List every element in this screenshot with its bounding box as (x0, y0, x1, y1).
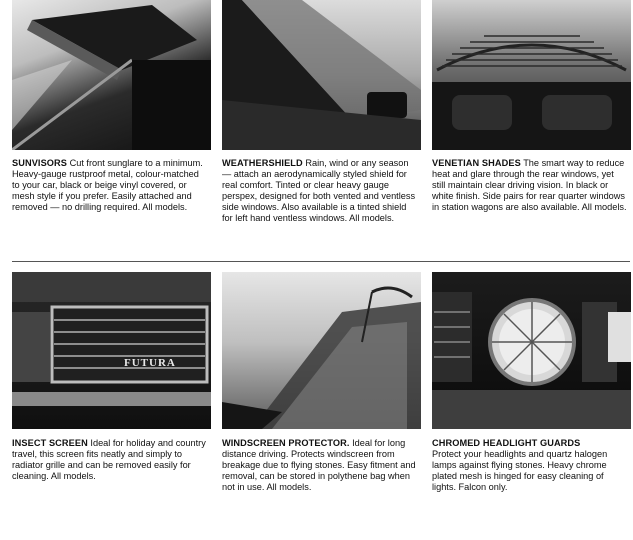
insect-screen-caption (12, 438, 208, 482)
headlight-guards-title: CHROMED HEADLIGHT GUARDS (432, 438, 581, 448)
sunvisors-body: Cut front sunglare to a minimum. Heavy-gauge rustproof metal, colour-matched to your car, black or beige vinyl covered, or mesh style if you prefer. Easily attached and removed — no drilling required. All models. (12, 158, 203, 212)
headlight-guard-photo (432, 272, 631, 429)
sunvisor-illustration (12, 0, 211, 150)
weathershield-caption (222, 158, 418, 224)
insect-screen-body: Ideal for holiday and country travel, this screen fits neatly and simply to radiator grille and can be removed easily for cleaning. All models. (12, 438, 206, 481)
venetian-shades-photo (432, 0, 631, 150)
windscreen-protector-illustration (222, 272, 421, 429)
headlight-guards-caption (432, 438, 628, 493)
sunvisor-photo (12, 0, 211, 150)
venetian-shades-body: The smart way to reduce heat and glare through the rear windows, yet still maintain clear driving vision. In black or white finish. Side pairs for rear quarter windows in station wagons are also available. All models. (432, 158, 627, 212)
venetian-shades-caption (432, 158, 628, 213)
headlight-guard-illustration (432, 272, 631, 429)
insect-screen-photo (12, 272, 211, 429)
weathershield-body: Rain, wind or any season — attach an aerodynamically styled shield for real comfort. Tinted or clear heavy gauge perspex, designed for both vented and ventless side windows. Also available is a tinted shield for left hand ventless windows. All models. (222, 158, 416, 223)
windscreen-protector-photo (222, 272, 421, 429)
sunvisors-caption (12, 158, 208, 213)
weathershield-photo (222, 0, 421, 150)
section-divider (12, 261, 630, 262)
venetian-shades-illustration (432, 0, 631, 150)
venetian-shades-title: VENETIAN SHADES (432, 158, 521, 168)
headlight-guards-body: Protect your headlights and quartz halogen lamps against flying stones. Heavy chrome plated mesh is hinged for easy cleaning of lights. Falcon only. (432, 449, 608, 492)
windscreen-protector-body: Ideal for long distance driving. Protects windscreen from breakage due to flying stones. Easy fitment and removal, can be stored in polythene bag when not in use. All models. (222, 438, 416, 492)
weathershield-title: WEATHERSHIELD (222, 158, 303, 168)
weathershield-illustration (222, 0, 421, 150)
windscreen-protector-title: WINDSCREEN PROTECTOR. (222, 438, 350, 448)
windscreen-protector-caption (222, 438, 418, 493)
grille-badge: FUTURA (124, 357, 176, 369)
insect-screen-title: INSECT SCREEN (12, 438, 88, 448)
insect-screen-illustration (12, 272, 211, 429)
sunvisors-title: SUNVISORS (12, 158, 68, 168)
